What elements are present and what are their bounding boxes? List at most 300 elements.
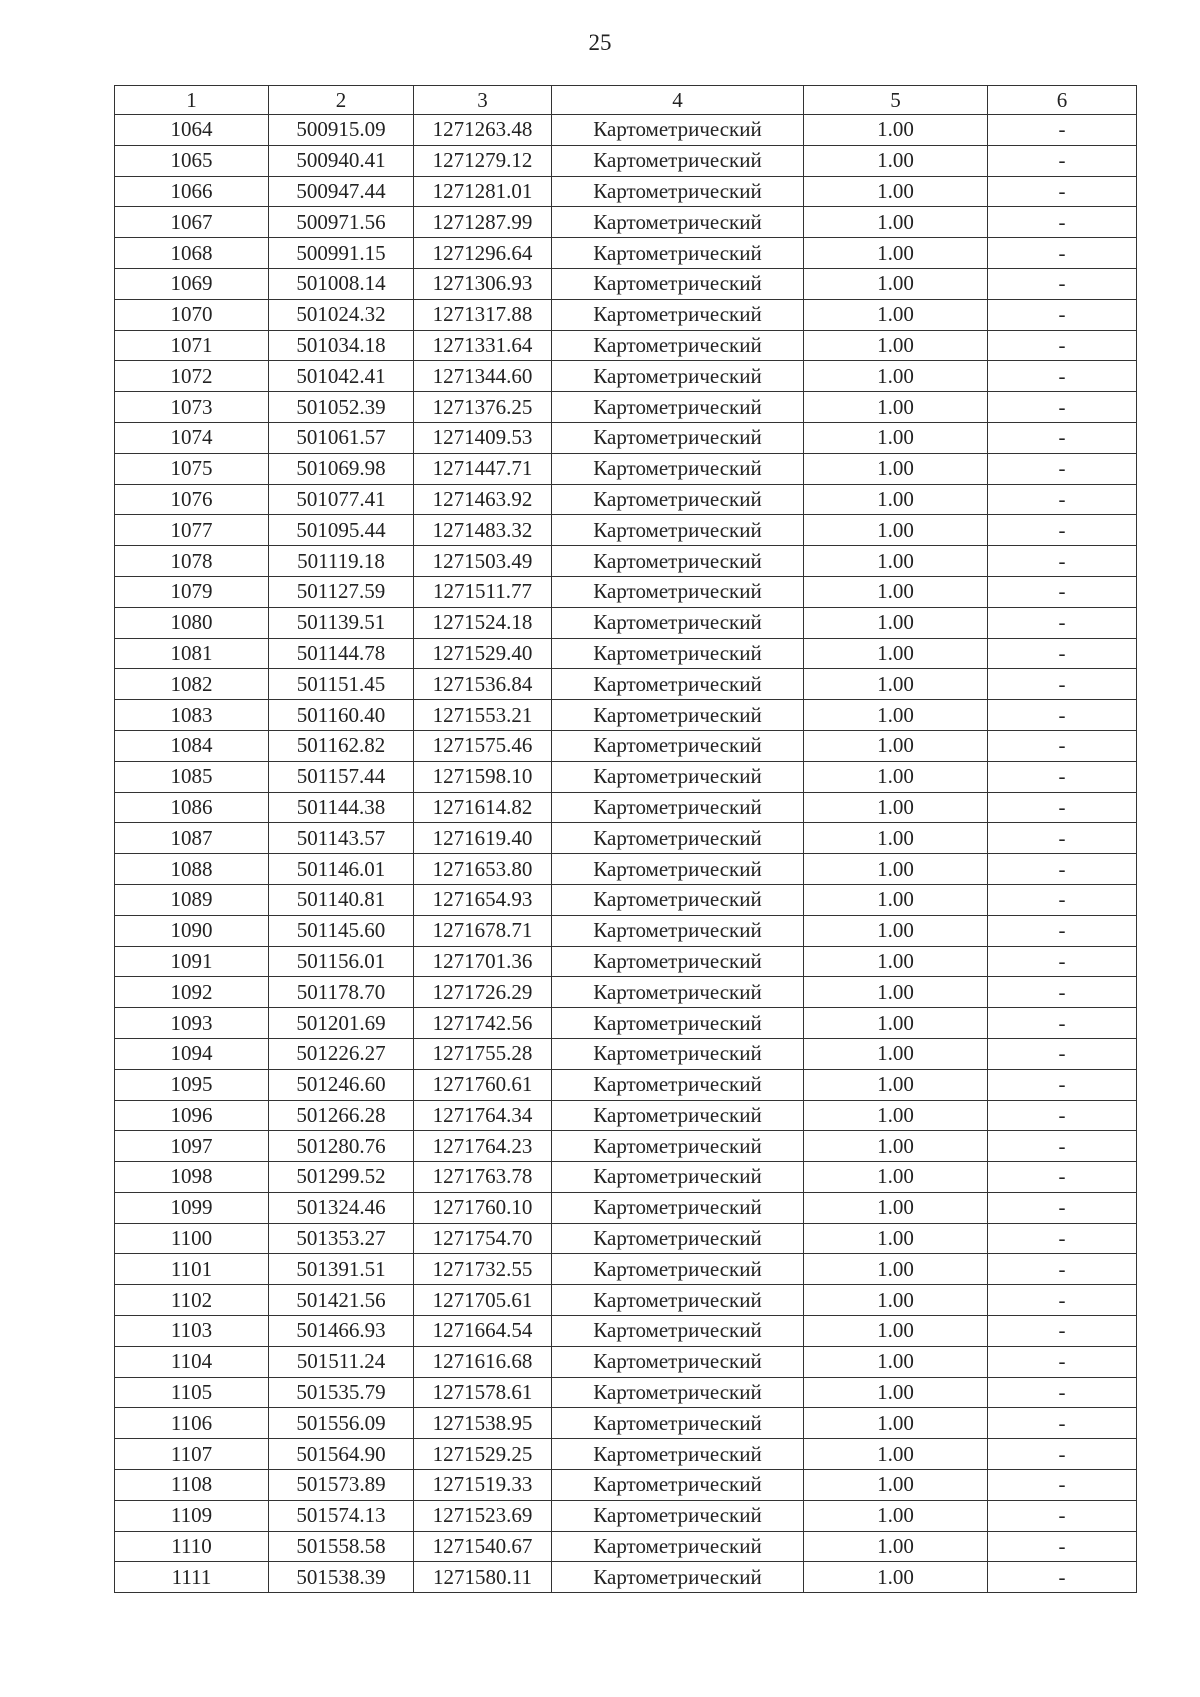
description-cell: - xyxy=(988,1223,1137,1254)
table-row xyxy=(115,1008,1137,1039)
header-cell: 5 xyxy=(804,86,988,115)
description-cell: - xyxy=(988,453,1137,484)
y-coordinate-cell: 1271483.32 xyxy=(414,515,552,546)
y-coordinate-cell: 1271619.40 xyxy=(414,823,552,854)
accuracy-cell: 1.00 xyxy=(804,1131,988,1162)
method-cell: Картометрический xyxy=(552,700,804,731)
accuracy-cell: 1.00 xyxy=(804,115,988,146)
point-number-cell: 1089 xyxy=(115,884,269,915)
description-cell: - xyxy=(988,1439,1137,1470)
x-coordinate-cell: 501556.09 xyxy=(269,1408,414,1439)
point-number-cell: 1065 xyxy=(115,145,269,176)
method-cell: Картометрический xyxy=(552,946,804,977)
x-coordinate-cell: 501042.41 xyxy=(269,361,414,392)
method-cell: Картометрический xyxy=(552,1316,804,1347)
accuracy-cell: 1.00 xyxy=(804,238,988,269)
y-coordinate-cell: 1271306.93 xyxy=(414,268,552,299)
coordinates-table xyxy=(114,85,1137,1593)
y-coordinate-cell: 1271523.69 xyxy=(414,1500,552,1531)
point-number-cell: 1094 xyxy=(115,1038,269,1069)
table-row xyxy=(115,546,1137,577)
description-cell: - xyxy=(988,823,1137,854)
table-row xyxy=(115,299,1137,330)
y-coordinate-cell: 1271755.28 xyxy=(414,1038,552,1069)
table-row xyxy=(115,576,1137,607)
point-number-cell: 1097 xyxy=(115,1131,269,1162)
point-number-cell: 1090 xyxy=(115,915,269,946)
method-cell: Картометрический xyxy=(552,145,804,176)
header-cell: 4 xyxy=(552,86,804,115)
y-coordinate-cell: 1271511.77 xyxy=(414,576,552,607)
y-coordinate-cell: 1271580.11 xyxy=(414,1562,552,1593)
y-coordinate-cell: 1271763.78 xyxy=(414,1162,552,1193)
description-cell: - xyxy=(988,176,1137,207)
point-number-cell: 1067 xyxy=(115,207,269,238)
table-row xyxy=(115,915,1137,946)
x-coordinate-cell: 501466.93 xyxy=(269,1316,414,1347)
accuracy-cell: 1.00 xyxy=(804,946,988,977)
table-row xyxy=(115,1162,1137,1193)
method-cell: Картометрический xyxy=(552,854,804,885)
description-cell: - xyxy=(988,392,1137,423)
description-cell: - xyxy=(988,854,1137,885)
table-row xyxy=(115,1377,1137,1408)
x-coordinate-cell: 501069.98 xyxy=(269,453,414,484)
y-coordinate-cell: 1271760.61 xyxy=(414,1069,552,1100)
point-number-cell: 1111 xyxy=(115,1562,269,1593)
table-row xyxy=(115,1562,1137,1593)
accuracy-cell: 1.00 xyxy=(804,1316,988,1347)
table-row xyxy=(115,700,1137,731)
x-coordinate-cell: 501573.89 xyxy=(269,1470,414,1501)
x-coordinate-cell: 501246.60 xyxy=(269,1069,414,1100)
table-row xyxy=(115,484,1137,515)
accuracy-cell: 1.00 xyxy=(804,453,988,484)
y-coordinate-cell: 1271732.55 xyxy=(414,1254,552,1285)
method-cell: Картометрический xyxy=(552,268,804,299)
point-number-cell: 1069 xyxy=(115,268,269,299)
x-coordinate-cell: 501146.01 xyxy=(269,854,414,885)
y-coordinate-cell: 1271503.49 xyxy=(414,546,552,577)
description-cell: - xyxy=(988,576,1137,607)
x-coordinate-cell: 500940.41 xyxy=(269,145,414,176)
table-row xyxy=(115,1254,1137,1285)
table-row xyxy=(115,1316,1137,1347)
table-row xyxy=(115,422,1137,453)
y-coordinate-cell: 1271463.92 xyxy=(414,484,552,515)
point-number-cell: 1105 xyxy=(115,1377,269,1408)
point-number-cell: 1088 xyxy=(115,854,269,885)
description-cell: - xyxy=(988,1254,1137,1285)
x-coordinate-cell: 500915.09 xyxy=(269,115,414,146)
accuracy-cell: 1.00 xyxy=(804,1562,988,1593)
y-coordinate-cell: 1271279.12 xyxy=(414,145,552,176)
method-cell: Картометрический xyxy=(552,330,804,361)
table-row xyxy=(115,1531,1137,1562)
accuracy-cell: 1.00 xyxy=(804,176,988,207)
x-coordinate-cell: 501140.81 xyxy=(269,884,414,915)
description-cell: - xyxy=(988,1285,1137,1316)
point-number-cell: 1109 xyxy=(115,1500,269,1531)
description-cell: - xyxy=(988,1408,1137,1439)
point-number-cell: 1073 xyxy=(115,392,269,423)
description-cell: - xyxy=(988,977,1137,1008)
x-coordinate-cell: 501535.79 xyxy=(269,1377,414,1408)
y-coordinate-cell: 1271376.25 xyxy=(414,392,552,423)
x-coordinate-cell: 501178.70 xyxy=(269,977,414,1008)
method-cell: Картометрический xyxy=(552,576,804,607)
point-number-cell: 1083 xyxy=(115,700,269,731)
table-row xyxy=(115,1192,1137,1223)
y-coordinate-cell: 1271575.46 xyxy=(414,730,552,761)
accuracy-cell: 1.00 xyxy=(804,915,988,946)
description-cell: - xyxy=(988,1316,1137,1347)
y-coordinate-cell: 1271678.71 xyxy=(414,915,552,946)
method-cell: Картометрический xyxy=(552,1100,804,1131)
method-cell: Картометрический xyxy=(552,1470,804,1501)
method-cell: Картометрический xyxy=(552,361,804,392)
table-row xyxy=(115,1500,1137,1531)
description-cell: - xyxy=(988,1377,1137,1408)
x-coordinate-cell: 501574.13 xyxy=(269,1500,414,1531)
x-coordinate-cell: 501144.78 xyxy=(269,638,414,669)
description-cell: - xyxy=(988,1162,1137,1193)
y-coordinate-cell: 1271553.21 xyxy=(414,700,552,731)
point-number-cell: 1106 xyxy=(115,1408,269,1439)
description-cell: - xyxy=(988,268,1137,299)
description-cell: - xyxy=(988,330,1137,361)
method-cell: Картометрический xyxy=(552,515,804,546)
method-cell: Картометрический xyxy=(552,1285,804,1316)
table-row xyxy=(115,145,1137,176)
y-coordinate-cell: 1271664.54 xyxy=(414,1316,552,1347)
method-cell: Картометрический xyxy=(552,453,804,484)
description-cell: - xyxy=(988,1562,1137,1593)
method-cell: Картометрический xyxy=(552,238,804,269)
table-row xyxy=(115,669,1137,700)
method-cell: Картометрический xyxy=(552,1377,804,1408)
y-coordinate-cell: 1271705.61 xyxy=(414,1285,552,1316)
description-cell: - xyxy=(988,669,1137,700)
y-coordinate-cell: 1271742.56 xyxy=(414,1008,552,1039)
x-coordinate-cell: 501226.27 xyxy=(269,1038,414,1069)
description-cell: - xyxy=(988,607,1137,638)
method-cell: Картометрический xyxy=(552,299,804,330)
point-number-cell: 1064 xyxy=(115,115,269,146)
accuracy-cell: 1.00 xyxy=(804,1500,988,1531)
description-cell: - xyxy=(988,1038,1137,1069)
y-coordinate-cell: 1271616.68 xyxy=(414,1346,552,1377)
y-coordinate-cell: 1271529.40 xyxy=(414,638,552,669)
accuracy-cell: 1.00 xyxy=(804,1069,988,1100)
page-number: 25 xyxy=(588,30,612,55)
description-cell: - xyxy=(988,700,1137,731)
accuracy-cell: 1.00 xyxy=(804,484,988,515)
y-coordinate-cell: 1271701.36 xyxy=(414,946,552,977)
point-number-cell: 1101 xyxy=(115,1254,269,1285)
x-coordinate-cell: 501201.69 xyxy=(269,1008,414,1039)
method-cell: Картометрический xyxy=(552,1069,804,1100)
y-coordinate-cell: 1271540.67 xyxy=(414,1531,552,1562)
accuracy-cell: 1.00 xyxy=(804,422,988,453)
method-cell: Картометрический xyxy=(552,730,804,761)
y-coordinate-cell: 1271598.10 xyxy=(414,761,552,792)
accuracy-cell: 1.00 xyxy=(804,1100,988,1131)
y-coordinate-cell: 1271726.29 xyxy=(414,977,552,1008)
accuracy-cell: 1.00 xyxy=(804,207,988,238)
method-cell: Картометрический xyxy=(552,915,804,946)
description-cell: - xyxy=(988,1069,1137,1100)
accuracy-cell: 1.00 xyxy=(804,1285,988,1316)
y-coordinate-cell: 1271317.88 xyxy=(414,299,552,330)
table-row xyxy=(115,1470,1137,1501)
y-coordinate-cell: 1271331.64 xyxy=(414,330,552,361)
table-row xyxy=(115,638,1137,669)
accuracy-cell: 1.00 xyxy=(804,823,988,854)
method-cell: Картометрический xyxy=(552,1192,804,1223)
x-coordinate-cell: 501143.57 xyxy=(269,823,414,854)
table-header-row xyxy=(115,86,1137,115)
accuracy-cell: 1.00 xyxy=(804,268,988,299)
table-row xyxy=(115,176,1137,207)
y-coordinate-cell: 1271519.33 xyxy=(414,1470,552,1501)
accuracy-cell: 1.00 xyxy=(804,884,988,915)
y-coordinate-cell: 1271578.61 xyxy=(414,1377,552,1408)
y-coordinate-cell: 1271263.48 xyxy=(414,115,552,146)
accuracy-cell: 1.00 xyxy=(804,546,988,577)
x-coordinate-cell: 501558.58 xyxy=(269,1531,414,1562)
point-number-cell: 1076 xyxy=(115,484,269,515)
point-number-cell: 1107 xyxy=(115,1439,269,1470)
point-number-cell: 1072 xyxy=(115,361,269,392)
accuracy-cell: 1.00 xyxy=(804,761,988,792)
x-coordinate-cell: 501052.39 xyxy=(269,392,414,423)
table-row xyxy=(115,884,1137,915)
method-cell: Картометрический xyxy=(552,1223,804,1254)
table-row xyxy=(115,854,1137,885)
point-number-cell: 1074 xyxy=(115,422,269,453)
x-coordinate-cell: 501034.18 xyxy=(269,330,414,361)
table-row xyxy=(115,946,1137,977)
point-number-cell: 1066 xyxy=(115,176,269,207)
point-number-cell: 1092 xyxy=(115,977,269,1008)
accuracy-cell: 1.00 xyxy=(804,1470,988,1501)
accuracy-cell: 1.00 xyxy=(804,576,988,607)
x-coordinate-cell: 501266.28 xyxy=(269,1100,414,1131)
x-coordinate-cell: 501299.52 xyxy=(269,1162,414,1193)
y-coordinate-cell: 1271409.53 xyxy=(414,422,552,453)
x-coordinate-cell: 501538.39 xyxy=(269,1562,414,1593)
description-cell: - xyxy=(988,1470,1137,1501)
table-row xyxy=(115,1069,1137,1100)
method-cell: Картометрический xyxy=(552,392,804,423)
table-row xyxy=(115,1285,1137,1316)
description-cell: - xyxy=(988,238,1137,269)
method-cell: Картометрический xyxy=(552,977,804,1008)
point-number-cell: 1071 xyxy=(115,330,269,361)
accuracy-cell: 1.00 xyxy=(804,330,988,361)
x-coordinate-cell: 501139.51 xyxy=(269,607,414,638)
accuracy-cell: 1.00 xyxy=(804,1377,988,1408)
description-cell: - xyxy=(988,884,1137,915)
accuracy-cell: 1.00 xyxy=(804,638,988,669)
y-coordinate-cell: 1271764.23 xyxy=(414,1131,552,1162)
method-cell: Картометрический xyxy=(552,546,804,577)
method-cell: Картометрический xyxy=(552,1531,804,1562)
description-cell: - xyxy=(988,946,1137,977)
x-coordinate-cell: 501156.01 xyxy=(269,946,414,977)
method-cell: Картометрический xyxy=(552,1562,804,1593)
table-row xyxy=(115,115,1137,146)
description-cell: - xyxy=(988,1531,1137,1562)
header-cell: 1 xyxy=(115,86,269,115)
y-coordinate-cell: 1271524.18 xyxy=(414,607,552,638)
method-cell: Картометрический xyxy=(552,484,804,515)
table-row xyxy=(115,977,1137,1008)
x-coordinate-cell: 500947.44 xyxy=(269,176,414,207)
method-cell: Картометрический xyxy=(552,823,804,854)
method-cell: Картометрический xyxy=(552,884,804,915)
x-coordinate-cell: 501077.41 xyxy=(269,484,414,515)
point-number-cell: 1103 xyxy=(115,1316,269,1347)
description-cell: - xyxy=(988,792,1137,823)
accuracy-cell: 1.00 xyxy=(804,669,988,700)
table-row xyxy=(115,1408,1137,1439)
table-row xyxy=(115,1346,1137,1377)
table-row xyxy=(115,515,1137,546)
point-number-cell: 1068 xyxy=(115,238,269,269)
method-cell: Картометрический xyxy=(552,1439,804,1470)
table-row xyxy=(115,1100,1137,1131)
point-number-cell: 1098 xyxy=(115,1162,269,1193)
accuracy-cell: 1.00 xyxy=(804,700,988,731)
x-coordinate-cell: 501061.57 xyxy=(269,422,414,453)
method-cell: Картометрический xyxy=(552,422,804,453)
description-cell: - xyxy=(988,484,1137,515)
accuracy-cell: 1.00 xyxy=(804,1192,988,1223)
point-number-cell: 1086 xyxy=(115,792,269,823)
accuracy-cell: 1.00 xyxy=(804,1162,988,1193)
table-row xyxy=(115,238,1137,269)
point-number-cell: 1085 xyxy=(115,761,269,792)
description-cell: - xyxy=(988,730,1137,761)
x-coordinate-cell: 501564.90 xyxy=(269,1439,414,1470)
method-cell: Картометрический xyxy=(552,792,804,823)
y-coordinate-cell: 1271287.99 xyxy=(414,207,552,238)
table-row xyxy=(115,1223,1137,1254)
table-row xyxy=(115,730,1137,761)
description-cell: - xyxy=(988,1131,1137,1162)
x-coordinate-cell: 501511.24 xyxy=(269,1346,414,1377)
x-coordinate-cell: 501008.14 xyxy=(269,268,414,299)
x-coordinate-cell: 501421.56 xyxy=(269,1285,414,1316)
method-cell: Картометрический xyxy=(552,115,804,146)
method-cell: Картометрический xyxy=(552,1008,804,1039)
x-coordinate-cell: 501280.76 xyxy=(269,1131,414,1162)
y-coordinate-cell: 1271344.60 xyxy=(414,361,552,392)
accuracy-cell: 1.00 xyxy=(804,145,988,176)
point-number-cell: 1110 xyxy=(115,1531,269,1562)
accuracy-cell: 1.00 xyxy=(804,1223,988,1254)
x-coordinate-cell: 501119.18 xyxy=(269,546,414,577)
table-row xyxy=(115,361,1137,392)
accuracy-cell: 1.00 xyxy=(804,299,988,330)
method-cell: Картометрический xyxy=(552,607,804,638)
y-coordinate-cell: 1271653.80 xyxy=(414,854,552,885)
point-number-cell: 1079 xyxy=(115,576,269,607)
table-row xyxy=(115,607,1137,638)
method-cell: Картометрический xyxy=(552,1346,804,1377)
method-cell: Картометрический xyxy=(552,176,804,207)
table-row xyxy=(115,1439,1137,1470)
point-number-cell: 1108 xyxy=(115,1470,269,1501)
y-coordinate-cell: 1271754.70 xyxy=(414,1223,552,1254)
point-number-cell: 1095 xyxy=(115,1069,269,1100)
point-number-cell: 1078 xyxy=(115,546,269,577)
point-number-cell: 1084 xyxy=(115,730,269,761)
accuracy-cell: 1.00 xyxy=(804,1254,988,1285)
x-coordinate-cell: 500971.56 xyxy=(269,207,414,238)
point-number-cell: 1099 xyxy=(115,1192,269,1223)
header-cell: 6 xyxy=(988,86,1137,115)
point-number-cell: 1104 xyxy=(115,1346,269,1377)
method-cell: Картометрический xyxy=(552,1038,804,1069)
point-number-cell: 1102 xyxy=(115,1285,269,1316)
point-number-cell: 1100 xyxy=(115,1223,269,1254)
accuracy-cell: 1.00 xyxy=(804,977,988,1008)
y-coordinate-cell: 1271536.84 xyxy=(414,669,552,700)
table-row xyxy=(115,453,1137,484)
description-cell: - xyxy=(988,638,1137,669)
point-number-cell: 1082 xyxy=(115,669,269,700)
accuracy-cell: 1.00 xyxy=(804,515,988,546)
description-cell: - xyxy=(988,915,1137,946)
method-cell: Картометрический xyxy=(552,207,804,238)
x-coordinate-cell: 501160.40 xyxy=(269,700,414,731)
method-cell: Картометрический xyxy=(552,669,804,700)
x-coordinate-cell: 501151.45 xyxy=(269,669,414,700)
accuracy-cell: 1.00 xyxy=(804,361,988,392)
y-coordinate-cell: 1271529.25 xyxy=(414,1439,552,1470)
point-number-cell: 1080 xyxy=(115,607,269,638)
x-coordinate-cell: 500991.15 xyxy=(269,238,414,269)
table-row xyxy=(115,823,1137,854)
description-cell: - xyxy=(988,1346,1137,1377)
point-number-cell: 1091 xyxy=(115,946,269,977)
description-cell: - xyxy=(988,1192,1137,1223)
table-row xyxy=(115,392,1137,423)
x-coordinate-cell: 501324.46 xyxy=(269,1192,414,1223)
accuracy-cell: 1.00 xyxy=(804,1008,988,1039)
point-number-cell: 1087 xyxy=(115,823,269,854)
description-cell: - xyxy=(988,207,1137,238)
description-cell: - xyxy=(988,1008,1137,1039)
point-number-cell: 1077 xyxy=(115,515,269,546)
description-cell: - xyxy=(988,145,1137,176)
y-coordinate-cell: 1271654.93 xyxy=(414,884,552,915)
y-coordinate-cell: 1271760.10 xyxy=(414,1192,552,1223)
description-cell: - xyxy=(988,1500,1137,1531)
accuracy-cell: 1.00 xyxy=(804,1531,988,1562)
x-coordinate-cell: 501144.38 xyxy=(269,792,414,823)
table-row xyxy=(115,792,1137,823)
accuracy-cell: 1.00 xyxy=(804,607,988,638)
table-row xyxy=(115,330,1137,361)
description-cell: - xyxy=(988,115,1137,146)
point-number-cell: 1096 xyxy=(115,1100,269,1131)
table-row xyxy=(115,1038,1137,1069)
method-cell: Картометрический xyxy=(552,638,804,669)
